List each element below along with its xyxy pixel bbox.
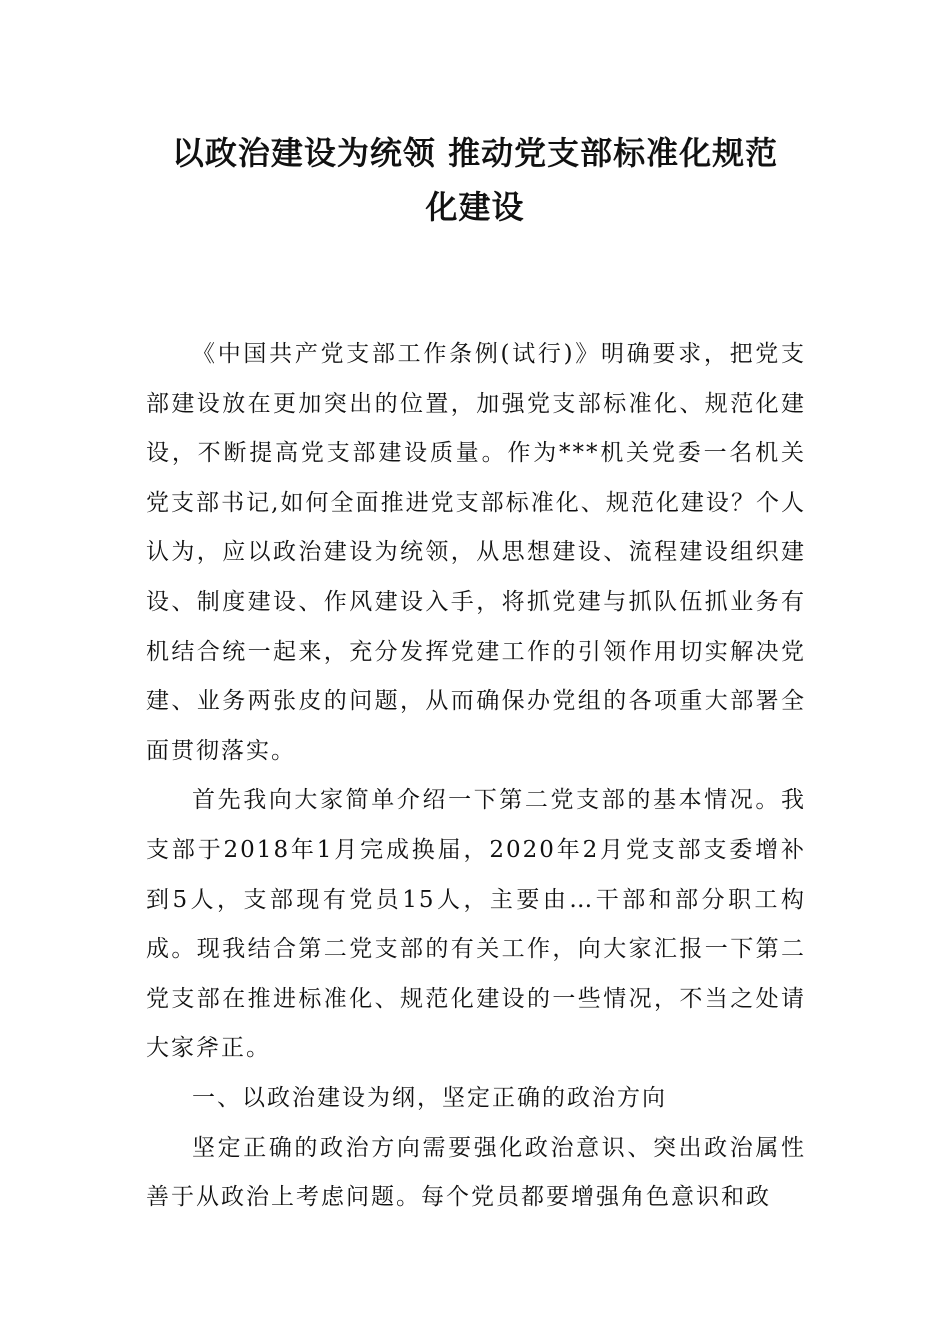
paragraph-section-one: 坚定正确的政治方向需要强化政治意识、突出政治属性善于从政治上考虑问题。每个党员都要增强角色意识和政 — [146, 1134, 806, 1211]
title-line-1: 以政治建设为统领 推动党支部标准化规范 — [171, 134, 779, 172]
title-line-2: 化建设 — [425, 188, 525, 226]
document-body — [146, 330, 806, 1223]
section-heading: 一、以政治建设为纲，坚定正确的政治方向 — [192, 1084, 667, 1111]
document-title — [140, 126, 810, 234]
paragraph-intro: 《中国共产党支部工作条例(试行)》明确要求，把党支部建设放在更加突出的位置，加强党支部标准化、规范化建设，不断提高党支部建设质量。作为***机关党委一名机关党支部书记,如何全面推进党支部标准化、规范化建设？个人认为，应以政治建设为统领，从思想建设、流程建设组织建设、制度建设、作风建设入手，将抓党建与抓队伍抓业务有机结合统一起来，充分发挥党建工作的引领作用切实解决党建、业务两张皮的问题，从而确保办党组的各项重大部署全面贯彻落实。 — [146, 341, 806, 764]
paragraph-branch-overview: 首先我向大家简单介绍一下第二党支部的基本情况。我支部于2018年1月完成换届，2020年2月党支部支委增补到5人，支部现有党员15人，主要由…干部和部分职工构成。现我结合第二党支部的有关工作，向大家汇报一下第二党支部在推进标准化、规范化建设的一些情况，不当之处请大家斧正。 — [146, 787, 806, 1062]
